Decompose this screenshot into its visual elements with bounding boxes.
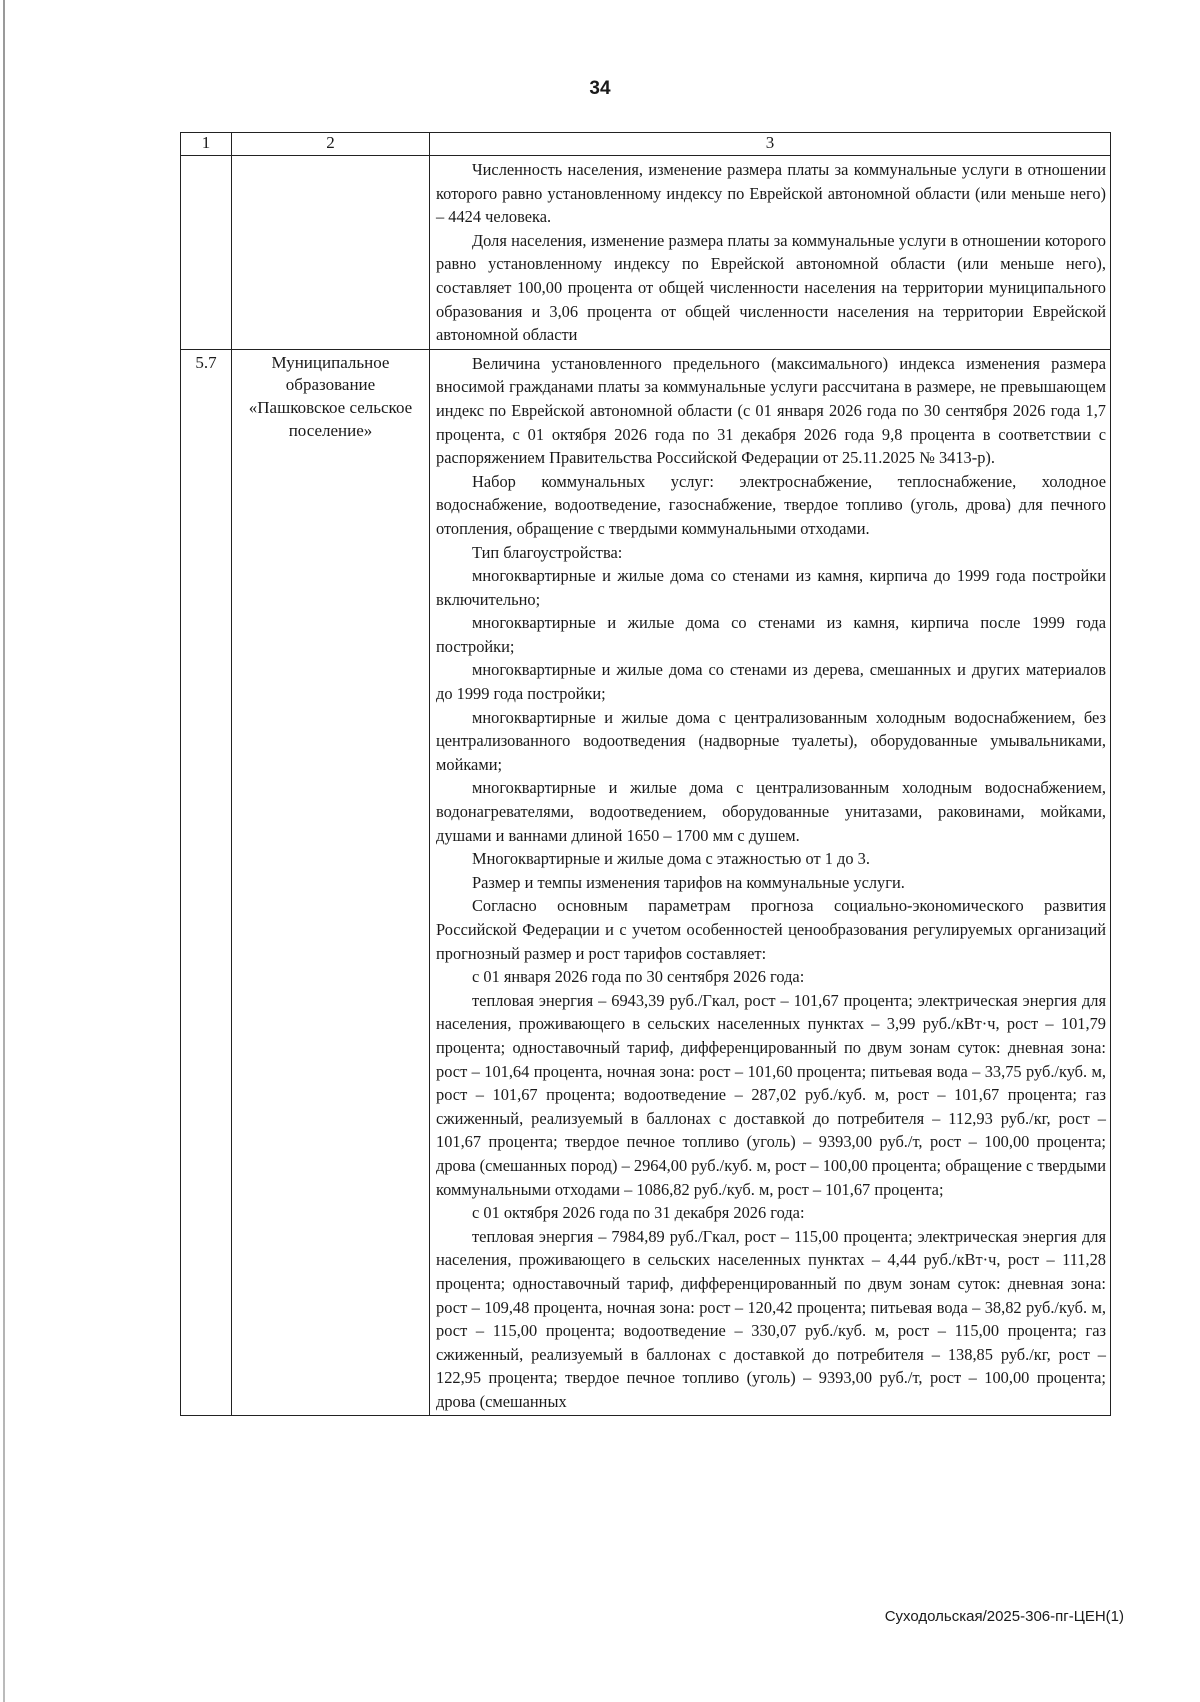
scan-edge-line [3, 0, 5, 1702]
paragraph: тепловая энергия – 7984,89 руб./Гкал, рост – 115,00 процента; электрическая энергия для населения, проживающего в сельских населенных пунктах – 4,44 руб./кВт·ч, рост – 111,28 процента; одноставочный тариф, дифференцированный по двум зонам суток: дневная зона: рост – 109,48 процента, ночная зона: рост – 120,42 процента; питьевая вода – 38,82 руб./куб. м, рост – 115,00 процента; водоотведение – 330,07 руб./куб. м, рост – 115,00 процента; газ сжиженный, реализуемый в баллонах с доставкой до потребителя – 138,85 руб./кг, рост – 122,95 процента; твердое печное топливо (уголь) – 9393,00 руб./т, рост – 100,00 процента; дрова (смешанных [436, 1226, 1106, 1411]
paragraph: с 01 января 2026 года по 30 сентября 2026 года: [472, 967, 805, 987]
paragraph: многоквартирные и жилые дома со стенами из дерева, смешанных и других материалов до 1999 года постройки; [436, 660, 1106, 704]
paragraph: тепловая энергия – 6943,39 руб./Гкал, рост – 101,67 процента; электрическая энергия для населения, проживающего в сельских населенных пунктах – 3,99 руб./кВт·ч, рост – 101,79 процента; одноставочный тариф, дифференцированный по двум зонам суток: дневная зона: рост – 101,64 процента, ночная зона: рост – 101,60 процента; питьевая вода – 33,75 руб./куб. м, рост – 101,67 процента; водоотведение – 287,02 руб./куб. м, рост – 101,67 процента; газ сжиженный, реализуемый в баллонах с доставкой до потребителя – 112,93 руб./кг, рост – 101,67 процента; твердое печное топливо (уголь) – 9393,00 руб./т, рост – 100,00 процента; дрова (смешанных пород) – 2964,00 руб./куб. м, рост – 100,00 процента; обращение с твердыми коммунальными отходами – 1086,82 руб./куб. м, рост – 101,67 процента; [436, 990, 1106, 1199]
table-row-continuation [181, 156, 1111, 350]
paragraph: Многоквартирные и жилые дома с этажностью от 1 до 3. [472, 849, 870, 869]
table-header-row [181, 133, 1111, 156]
paragraph: многоквартирные и жилые дома со стенами из камня, кирпича до 1999 года постройки включительно; [436, 566, 1106, 609]
paragraph: Тип благоустройства: [472, 542, 623, 562]
paragraph: многоквартирные и жилые дома с централизованным холодным водоснабжением, без централизованного водоотведения (надворные туалеты), оборудованные умывальниками, мойками; [436, 707, 1106, 774]
paragraph: Набор коммунальных услуг: электроснабжение, теплоснабжение, холодное водоснабжение, водоотведение, газоснабжение, твердое топливо (уголь, дрова) для печного отопления, обращение с твердыми коммунальными отходами. [436, 471, 1106, 538]
row-number: 5.7 [181, 349, 232, 1416]
cell-description [430, 349, 1111, 1416]
paragraph: с 01 октября 2026 года по 31 декабря 2026 года: [472, 1203, 805, 1223]
cell-continuation-text [430, 156, 1111, 350]
column-header-2: 2 [232, 133, 430, 156]
document-code: Суходольская/2025-306-пг-ЦЕН(1) [884, 1608, 1124, 1625]
paragraph: многоквартирные и жилые дома со стенами из камня, кирпича после 1999 года постройки; [436, 613, 1106, 656]
paragraph: Численность населения, изменение размера платы за коммунальные услуги в отношении которого равно установленному индексу по Еврейской автономной области (или меньше него) – 4424 человека. [436, 160, 1106, 227]
table-row-5-7 [181, 349, 1111, 1416]
cell-empty-number [181, 156, 232, 350]
column-header-1: 1 [181, 133, 232, 156]
document-table [180, 132, 1111, 1416]
municipality-name: Муниципальное образование «Пашковское сельское поселение» [232, 349, 430, 1416]
paragraph: многоквартирные и жилые дома с централизованным холодным водоснабжением, водонагревателями, водоотведением, оборудованные унитазами, раковинами, мойками, душами и ваннами длиной 1650 – 1700 мм с душем. [436, 778, 1106, 845]
cell-empty-name [232, 156, 430, 350]
paragraph: Доля населения, изменение размера платы за коммунальные услуги в отношении которого равно установленному индексу по Еврейской автономной области (или меньше него), составляет 100,00 процента от общей численности населения на территории муниципального образования и 3,06 процента от общей численности населения на территории Еврейской автономной области [436, 230, 1106, 345]
paragraph: Величина установленного предельного (максимального) индекса изменения размера вносимой гражданами платы за коммунальные услуги рассчитана в размере, не превышающем индекс по Еврейской автономной области (с 01 января 2026 года по 30 сентября 2026 года 1,7 процента, с 01 октября 2026 года по 31 декабря 2026 года 9,8 процента в соответствии с распоряжением Правительства Российской Федерации от 25.11.2025 № 3413-р). [436, 353, 1106, 468]
paragraph: Размер и темпы изменения тарифов на коммунальные услуги. [472, 872, 905, 892]
page-number: 34 [589, 78, 611, 99]
paragraph: Согласно основным параметрам прогноза социально-экономического развития Российской Федерации и с учетом особенностей ценообразования регулируемых организаций прогнозный размер и рост тарифов составляет: [436, 896, 1106, 963]
column-header-3: 3 [430, 133, 1111, 156]
